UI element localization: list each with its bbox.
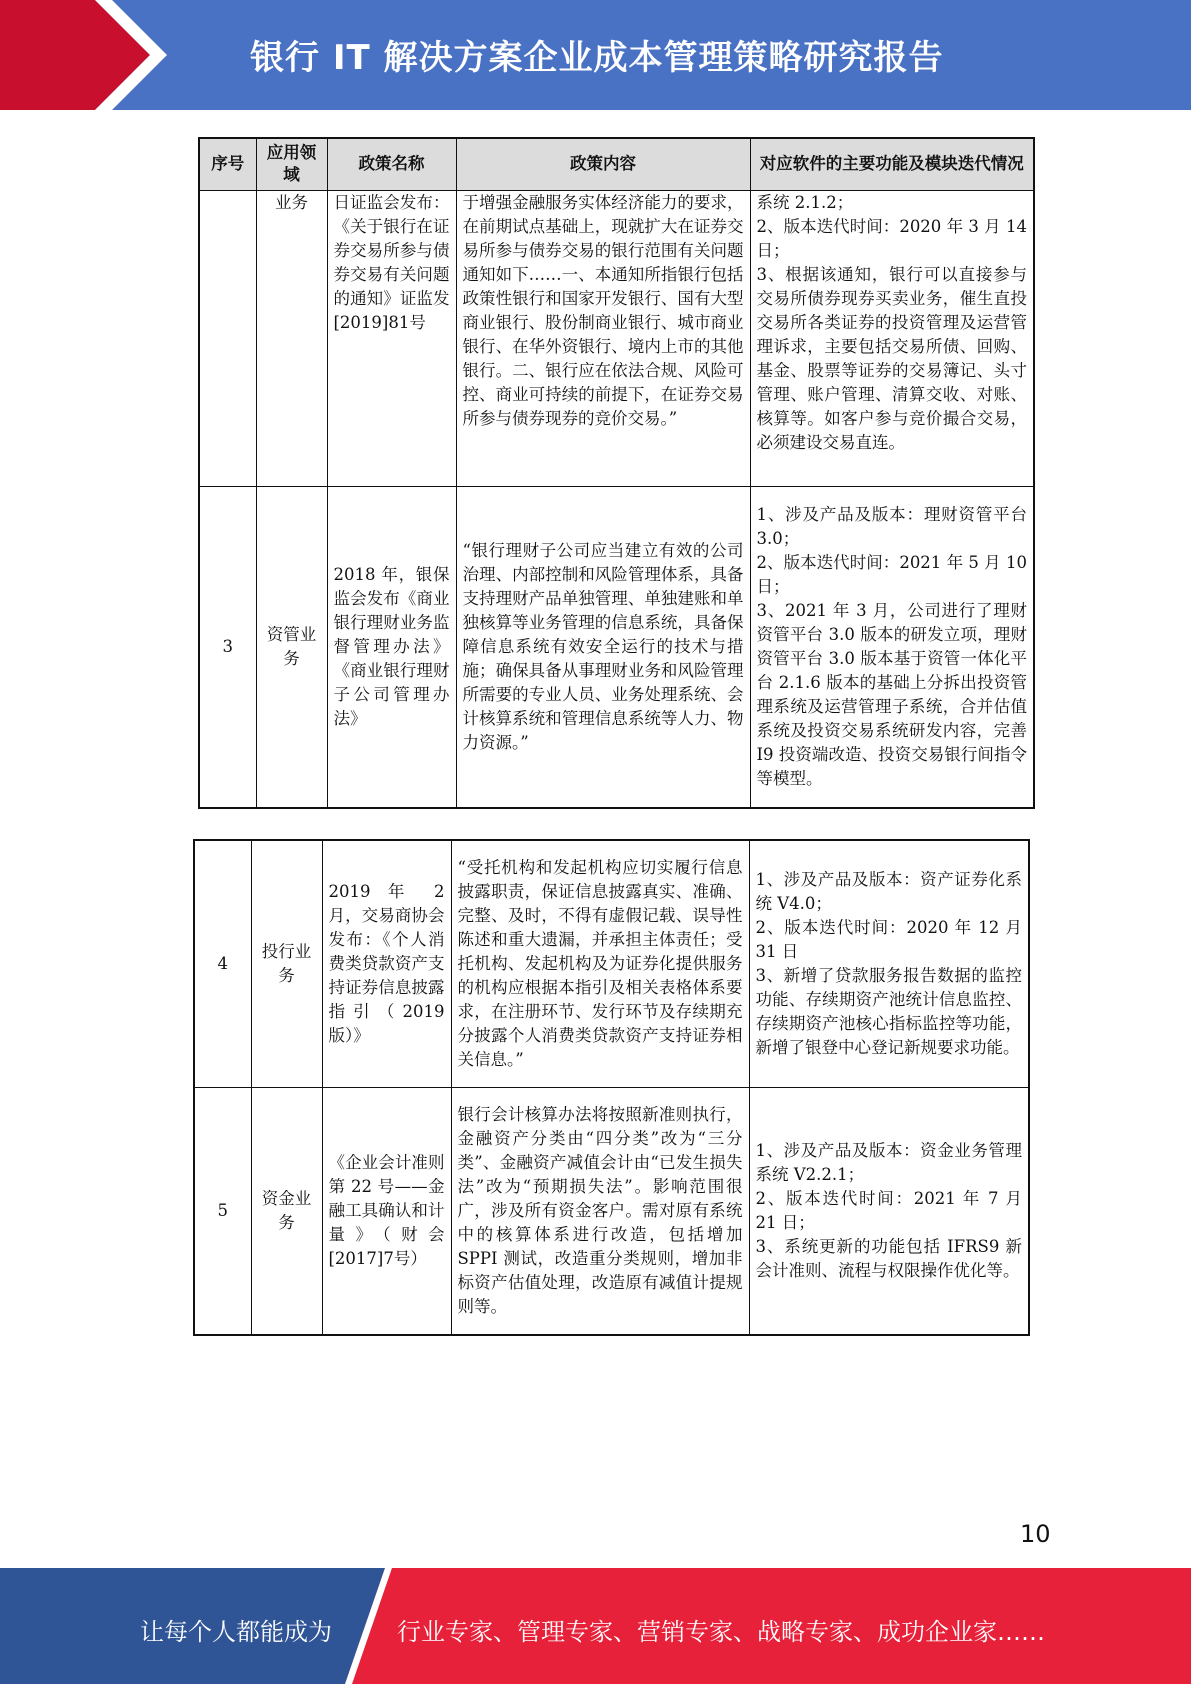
table-row: [194, 1087, 1029, 1335]
cell-software: 1、涉及产品及版本：资产证券化系统 V4.0； 2、版本迭代时间：2020 年 12 月 31 日 3、新增了贷款服务报告数据的监控功能、存续期资产池统计信息监控、存续期资产池核心指标监控等功能，新增了银登中心登记新规要求功能。: [749, 840, 1029, 1087]
cell-policy-name: 日证监会发布：《关于银行在证券交易所参与债券交易有关问题的通知》证监发[2019]81号: [327, 190, 456, 486]
cell-policy-content: 银行会计核算办法将按照新准则执行，金融资产分类由“四分类”改为“三分类”、金融资产减值会计由“已发生损失法”改为“预期损失法”。影响范围很广，涉及所有资金客户。需对原有系统中的核算体系进行改造，包括增加 SPPI 测试，改造重分类规则，增加非标资产估值处理，改造原有减值计提规则等。: [451, 1087, 749, 1335]
cell-policy-name: 《企业会计准则第 22 号——金融工具确认和计量》（财会[2017]7号）: [322, 1087, 451, 1335]
cell-policy-content: 于增强金融服务实体经济能力的要求，在前期试点基础上，现就扩大在证券交易所参与债券交易的银行范围有关问题通知如下……一、本通知所指银行包括政策性银行和国家开发银行、国有大型商业银行、股份制商业银行、城市商业银行、在华外资银行、境内上市的其他银行。二、银行应在依法合规、风险可控、商业可持续的前提下，在证券交易所参与债券现券的竞价交易。”: [456, 190, 750, 486]
cell-policy-name: 2018 年，银保监会发布《商业银行理财业务监督管理办法》《商业银行理财子公司管理办法》: [327, 486, 456, 808]
cell-field: 投行业务: [251, 840, 322, 1087]
cell-seq: 3: [199, 486, 256, 808]
header-software: 对应软件的主要功能及模块迭代情况: [750, 138, 1034, 190]
cell-policy-name: 2019 年 2 月，交易商协会发布：《个人消费类贷款资产支持证券信息披露指引（2019版）》: [322, 840, 451, 1087]
table-row: [199, 190, 1034, 486]
cell-seq: 5: [194, 1087, 251, 1335]
cell-software: 1、涉及产品及版本：理财资管平台 3.0； 2、版本迭代时间：2021 年 5 月 10 日； 3、2021 年 3 月，公司进行了理财资管平台 3.0 版本的研发立项，理财资管平台 3.0 版本基于资管一体化平台 2.1.6 版本的基础上分拆出投资管理系统及运营管理子系统，合并估值系统及投资交易系统研发内容，完善 I9 投资端改造、投资交易银行间指令等模型。: [750, 486, 1034, 808]
cell-field: 资金业务: [251, 1087, 322, 1335]
header-banner: [0, 0, 1191, 110]
header-policy-content: 政策内容: [456, 138, 750, 190]
cell-seq: 4: [194, 840, 251, 1087]
cell-field: 资管业务: [256, 486, 327, 808]
report-title: 银行 IT 解决方案企业成本管理策略研究报告: [250, 38, 944, 78]
cell-field: 业务: [256, 190, 327, 486]
footer-slogan-right: 行业专家、管理专家、营销专家、战略专家、成功企业家……: [397, 1618, 1045, 1646]
cell-software: 1、涉及产品及版本：资金业务管理系统 V2.2.1； 2、版本迭代时间：2021 年 7 月 21 日； 3、系统更新的功能包括 IFRS9 新会计准则、流程与权限操作优化等。: [749, 1087, 1029, 1335]
table-row: [194, 840, 1029, 1087]
header-policy-name: 政策名称: [327, 138, 456, 190]
table-row: [199, 486, 1034, 808]
header-field: 应用领域: [256, 138, 327, 190]
cell-policy-content: “银行理财子公司应当建立有效的公司治理、内部控制和风险管理体系，具备支持理财产品单独管理、单独建账和单独核算等业务管理的信息系统，具备保障信息系统有效安全运行的技术与措施；确保具备从事理财业务和风险管理所需要的专业人员、业务处理系统、会计核算系统和管理信息系统等人力、物力资源。”: [456, 486, 750, 808]
footer-slogan-left: 让每个人都能成为: [140, 1618, 332, 1646]
cell-software: 系统 2.1.2； 2、版本迭代时间：2020 年 3 月 14 日； 3、根据该通知，银行可以直接参与交易所债券现券买卖业务，催生直投交易所各类证券的投资管理及运营管理诉求，主要包括交易所债、回购、基金、股票等证券的交易簿记、头寸管理、账户管理、清算交收、对账、核算等。如客户参与竞价撮合交易，必须建设交易直连。: [750, 190, 1034, 486]
policy-table-1: [198, 137, 1035, 809]
cell-policy-content: “受托机构和发起机构应切实履行信息披露职责，保证信息披露真实、准确、完整、及时，不得有虚假记载、误导性陈述和重大遗漏，并承担主体责任；受托机构、发起机构及为证券化提供服务的机构应根据本指引及相关表格体系要求，在注册环节、发行环节及存续期充分披露个人消费类贷款资产支持证券相关信息。”: [451, 840, 749, 1087]
header-seq: 序号: [199, 138, 256, 190]
table-header-row: [199, 138, 1034, 190]
page-number: 10: [1020, 1520, 1051, 1548]
footer-banner: [0, 1568, 1191, 1684]
policy-table-2: [193, 839, 1030, 1336]
cell-seq: [199, 190, 256, 486]
